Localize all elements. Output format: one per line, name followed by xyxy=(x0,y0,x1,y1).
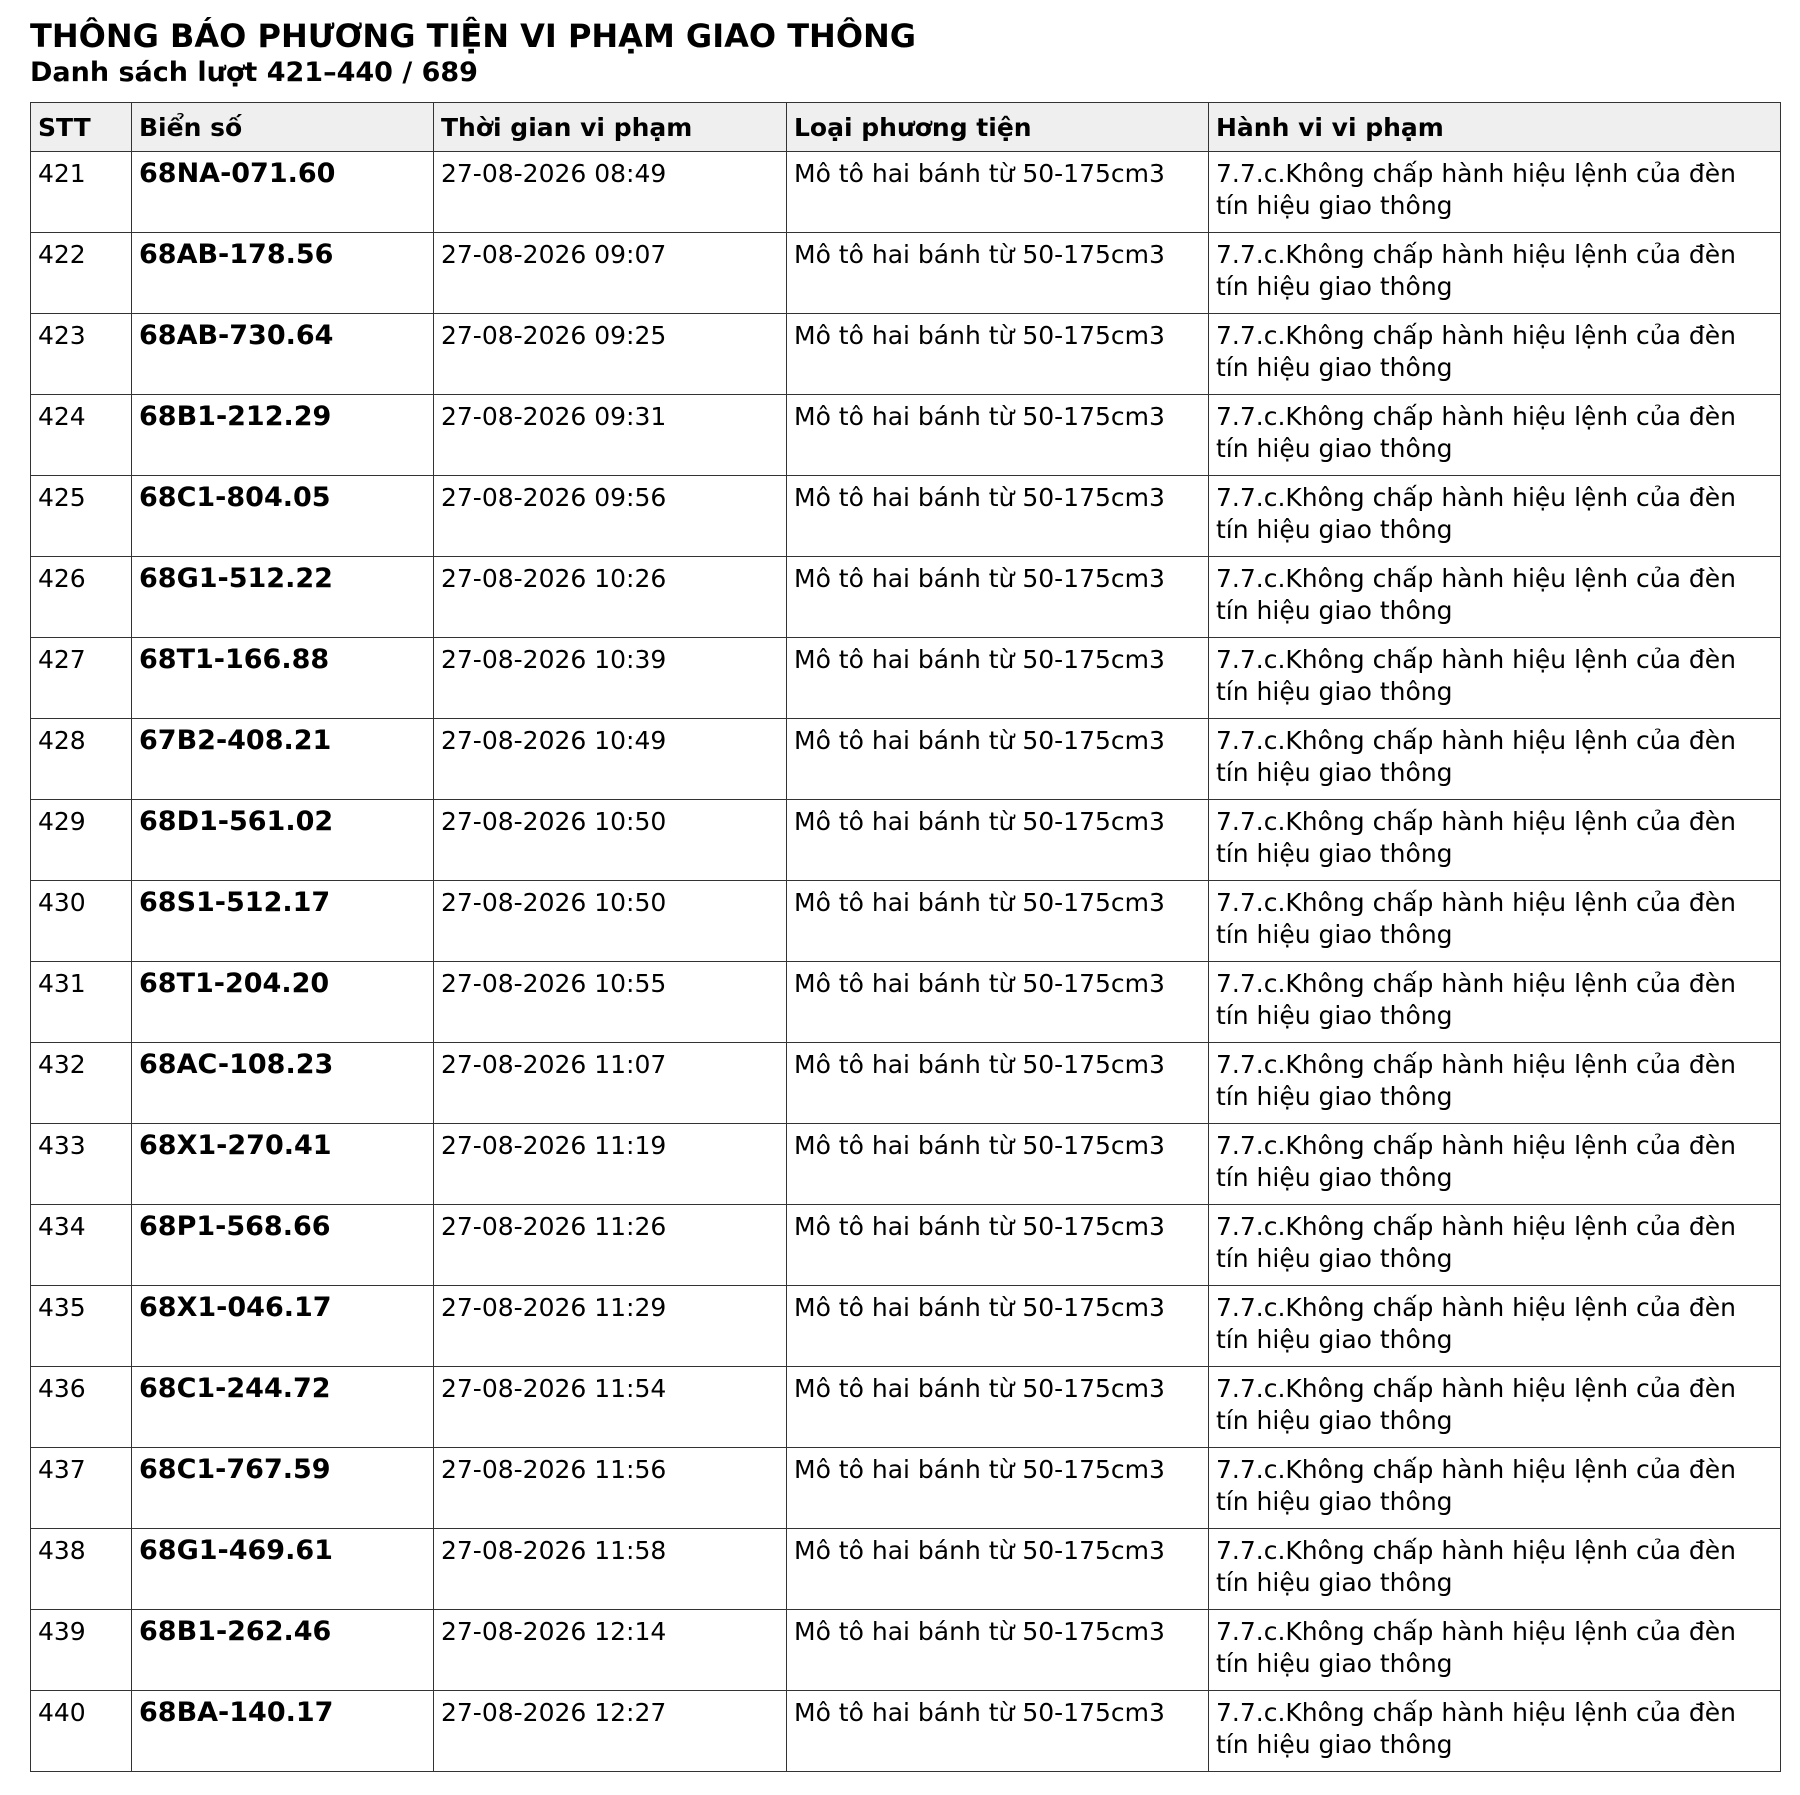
cell-stt: 427 xyxy=(31,638,132,719)
cell-plate: 68T1-166.88 xyxy=(132,638,434,719)
cell-time: 27-08-2026 09:07 xyxy=(434,233,787,314)
table-row xyxy=(31,1529,1781,1610)
table-row xyxy=(31,152,1781,233)
cell-vehicle: Mô tô hai bánh từ 50-175cm3 xyxy=(787,233,1209,314)
table-row xyxy=(31,1367,1781,1448)
cell-stt: 421 xyxy=(31,152,132,233)
cell-stt: 422 xyxy=(31,233,132,314)
cell-time: 27-08-2026 12:14 xyxy=(434,1610,787,1691)
cell-stt: 424 xyxy=(31,395,132,476)
cell-violation: 7.7.c.Không chấp hành hiệu lệnh của đèn tín hiệu giao thông xyxy=(1209,881,1781,962)
cell-violation: 7.7.c.Không chấp hành hiệu lệnh của đèn tín hiệu giao thông xyxy=(1209,1124,1781,1205)
table-row xyxy=(31,233,1781,314)
cell-vehicle: Mô tô hai bánh từ 50-175cm3 xyxy=(787,395,1209,476)
cell-stt: 435 xyxy=(31,1286,132,1367)
column-header-plate: Biển số xyxy=(132,103,434,152)
table-row xyxy=(31,557,1781,638)
cell-time: 27-08-2026 10:49 xyxy=(434,719,787,800)
cell-plate: 68X1-270.41 xyxy=(132,1124,434,1205)
cell-time: 27-08-2026 11:19 xyxy=(434,1124,787,1205)
cell-time: 27-08-2026 11:29 xyxy=(434,1286,787,1367)
table-row xyxy=(31,395,1781,476)
cell-vehicle: Mô tô hai bánh từ 50-175cm3 xyxy=(787,719,1209,800)
cell-time: 27-08-2026 09:56 xyxy=(434,476,787,557)
cell-plate: 68BA-140.17 xyxy=(132,1691,434,1772)
table-row xyxy=(31,1610,1781,1691)
cell-violation: 7.7.c.Không chấp hành hiệu lệnh của đèn tín hiệu giao thông xyxy=(1209,1205,1781,1286)
cell-time: 27-08-2026 08:49 xyxy=(434,152,787,233)
table-row xyxy=(31,881,1781,962)
table-row xyxy=(31,314,1781,395)
cell-time: 27-08-2026 11:54 xyxy=(434,1367,787,1448)
cell-time: 27-08-2026 10:39 xyxy=(434,638,787,719)
cell-time: 27-08-2026 10:50 xyxy=(434,881,787,962)
cell-plate: 68X1-046.17 xyxy=(132,1286,434,1367)
cell-vehicle: Mô tô hai bánh từ 50-175cm3 xyxy=(787,1043,1209,1124)
table-row xyxy=(31,800,1781,881)
table-header-row xyxy=(31,103,1781,152)
cell-violation: 7.7.c.Không chấp hành hiệu lệnh của đèn tín hiệu giao thông xyxy=(1209,395,1781,476)
cell-stt: 432 xyxy=(31,1043,132,1124)
cell-vehicle: Mô tô hai bánh từ 50-175cm3 xyxy=(787,1124,1209,1205)
cell-stt: 426 xyxy=(31,557,132,638)
cell-stt: 428 xyxy=(31,719,132,800)
cell-violation: 7.7.c.Không chấp hành hiệu lệnh của đèn tín hiệu giao thông xyxy=(1209,719,1781,800)
table-row xyxy=(31,638,1781,719)
cell-vehicle: Mô tô hai bánh từ 50-175cm3 xyxy=(787,881,1209,962)
table-row xyxy=(31,1043,1781,1124)
cell-violation: 7.7.c.Không chấp hành hiệu lệnh của đèn tín hiệu giao thông xyxy=(1209,962,1781,1043)
violations-table xyxy=(30,102,1781,1772)
cell-plate: 68P1-568.66 xyxy=(132,1205,434,1286)
table-row xyxy=(31,476,1781,557)
page-title: THÔNG BÁO PHƯƠNG TIỆN VI PHẠM GIAO THÔNG xyxy=(30,17,917,55)
cell-vehicle: Mô tô hai bánh từ 50-175cm3 xyxy=(787,1691,1209,1772)
cell-stt: 433 xyxy=(31,1124,132,1205)
cell-plate: 68G1-512.22 xyxy=(132,557,434,638)
cell-vehicle: Mô tô hai bánh từ 50-175cm3 xyxy=(787,557,1209,638)
cell-stt: 437 xyxy=(31,1448,132,1529)
cell-vehicle: Mô tô hai bánh từ 50-175cm3 xyxy=(787,1205,1209,1286)
cell-time: 27-08-2026 09:25 xyxy=(434,314,787,395)
cell-stt: 430 xyxy=(31,881,132,962)
cell-violation: 7.7.c.Không chấp hành hiệu lệnh của đèn tín hiệu giao thông xyxy=(1209,638,1781,719)
cell-violation: 7.7.c.Không chấp hành hiệu lệnh của đèn tín hiệu giao thông xyxy=(1209,233,1781,314)
cell-time: 27-08-2026 09:31 xyxy=(434,395,787,476)
table-row xyxy=(31,719,1781,800)
table-row xyxy=(31,1448,1781,1529)
table-row xyxy=(31,1691,1781,1772)
cell-violation: 7.7.c.Không chấp hành hiệu lệnh của đèn tín hiệu giao thông xyxy=(1209,152,1781,233)
cell-plate: 68AC-108.23 xyxy=(132,1043,434,1124)
cell-vehicle: Mô tô hai bánh từ 50-175cm3 xyxy=(787,800,1209,881)
cell-plate: 67B2-408.21 xyxy=(132,719,434,800)
cell-violation: 7.7.c.Không chấp hành hiệu lệnh của đèn tín hiệu giao thông xyxy=(1209,1691,1781,1772)
cell-plate: 68G1-469.61 xyxy=(132,1529,434,1610)
table-row xyxy=(31,1205,1781,1286)
cell-stt: 434 xyxy=(31,1205,132,1286)
cell-vehicle: Mô tô hai bánh từ 50-175cm3 xyxy=(787,1286,1209,1367)
cell-plate: 68C1-767.59 xyxy=(132,1448,434,1529)
cell-stt: 423 xyxy=(31,314,132,395)
column-header-time: Thời gian vi phạm xyxy=(434,103,787,152)
cell-time: 27-08-2026 11:58 xyxy=(434,1529,787,1610)
cell-plate: 68S1-512.17 xyxy=(132,881,434,962)
cell-time: 27-08-2026 10:50 xyxy=(434,800,787,881)
cell-plate: 68B1-262.46 xyxy=(132,1610,434,1691)
cell-violation: 7.7.c.Không chấp hành hiệu lệnh của đèn tín hiệu giao thông xyxy=(1209,1529,1781,1610)
cell-stt: 436 xyxy=(31,1367,132,1448)
cell-stt: 431 xyxy=(31,962,132,1043)
cell-time: 27-08-2026 10:26 xyxy=(434,557,787,638)
cell-stt: 429 xyxy=(31,800,132,881)
cell-plate: 68C1-244.72 xyxy=(132,1367,434,1448)
cell-time: 27-08-2026 12:27 xyxy=(434,1691,787,1772)
cell-violation: 7.7.c.Không chấp hành hiệu lệnh của đèn tín hiệu giao thông xyxy=(1209,1448,1781,1529)
cell-plate: 68AB-178.56 xyxy=(132,233,434,314)
cell-plate: 68C1-804.05 xyxy=(132,476,434,557)
cell-plate: 68D1-561.02 xyxy=(132,800,434,881)
cell-time: 27-08-2026 11:56 xyxy=(434,1448,787,1529)
cell-stt: 439 xyxy=(31,1610,132,1691)
cell-plate: 68AB-730.64 xyxy=(132,314,434,395)
column-header-violation: Hành vi vi phạm xyxy=(1209,103,1781,152)
cell-stt: 438 xyxy=(31,1529,132,1610)
cell-plate: 68T1-204.20 xyxy=(132,962,434,1043)
cell-vehicle: Mô tô hai bánh từ 50-175cm3 xyxy=(787,962,1209,1043)
table-row xyxy=(31,962,1781,1043)
cell-vehicle: Mô tô hai bánh từ 50-175cm3 xyxy=(787,638,1209,719)
cell-vehicle: Mô tô hai bánh từ 50-175cm3 xyxy=(787,1610,1209,1691)
cell-vehicle: Mô tô hai bánh từ 50-175cm3 xyxy=(787,476,1209,557)
page-subtitle: Danh sách lượt 421–440 / 689 xyxy=(30,57,478,88)
cell-time: 27-08-2026 10:55 xyxy=(434,962,787,1043)
cell-time: 27-08-2026 11:07 xyxy=(434,1043,787,1124)
cell-violation: 7.7.c.Không chấp hành hiệu lệnh của đèn tín hiệu giao thông xyxy=(1209,1286,1781,1367)
cell-stt: 440 xyxy=(31,1691,132,1772)
cell-plate: 68NA-071.60 xyxy=(132,152,434,233)
cell-time: 27-08-2026 11:26 xyxy=(434,1205,787,1286)
cell-plate: 68B1-212.29 xyxy=(132,395,434,476)
cell-vehicle: Mô tô hai bánh từ 50-175cm3 xyxy=(787,1367,1209,1448)
cell-vehicle: Mô tô hai bánh từ 50-175cm3 xyxy=(787,1448,1209,1529)
cell-violation: 7.7.c.Không chấp hành hiệu lệnh của đèn tín hiệu giao thông xyxy=(1209,557,1781,638)
table-body xyxy=(31,152,1781,1772)
cell-violation: 7.7.c.Không chấp hành hiệu lệnh của đèn tín hiệu giao thông xyxy=(1209,1367,1781,1448)
cell-violation: 7.7.c.Không chấp hành hiệu lệnh của đèn tín hiệu giao thông xyxy=(1209,314,1781,395)
cell-violation: 7.7.c.Không chấp hành hiệu lệnh của đèn tín hiệu giao thông xyxy=(1209,800,1781,881)
table-row xyxy=(31,1124,1781,1205)
cell-violation: 7.7.c.Không chấp hành hiệu lệnh của đèn tín hiệu giao thông xyxy=(1209,1043,1781,1124)
cell-violation: 7.7.c.Không chấp hành hiệu lệnh của đèn tín hiệu giao thông xyxy=(1209,476,1781,557)
cell-vehicle: Mô tô hai bánh từ 50-175cm3 xyxy=(787,314,1209,395)
cell-stt: 425 xyxy=(31,476,132,557)
cell-vehicle: Mô tô hai bánh từ 50-175cm3 xyxy=(787,1529,1209,1610)
cell-violation: 7.7.c.Không chấp hành hiệu lệnh của đèn tín hiệu giao thông xyxy=(1209,1610,1781,1691)
column-header-stt: STT xyxy=(31,103,132,152)
column-header-vehicle: Loại phương tiện xyxy=(787,103,1209,152)
cell-vehicle: Mô tô hai bánh từ 50-175cm3 xyxy=(787,152,1209,233)
table-row xyxy=(31,1286,1781,1367)
